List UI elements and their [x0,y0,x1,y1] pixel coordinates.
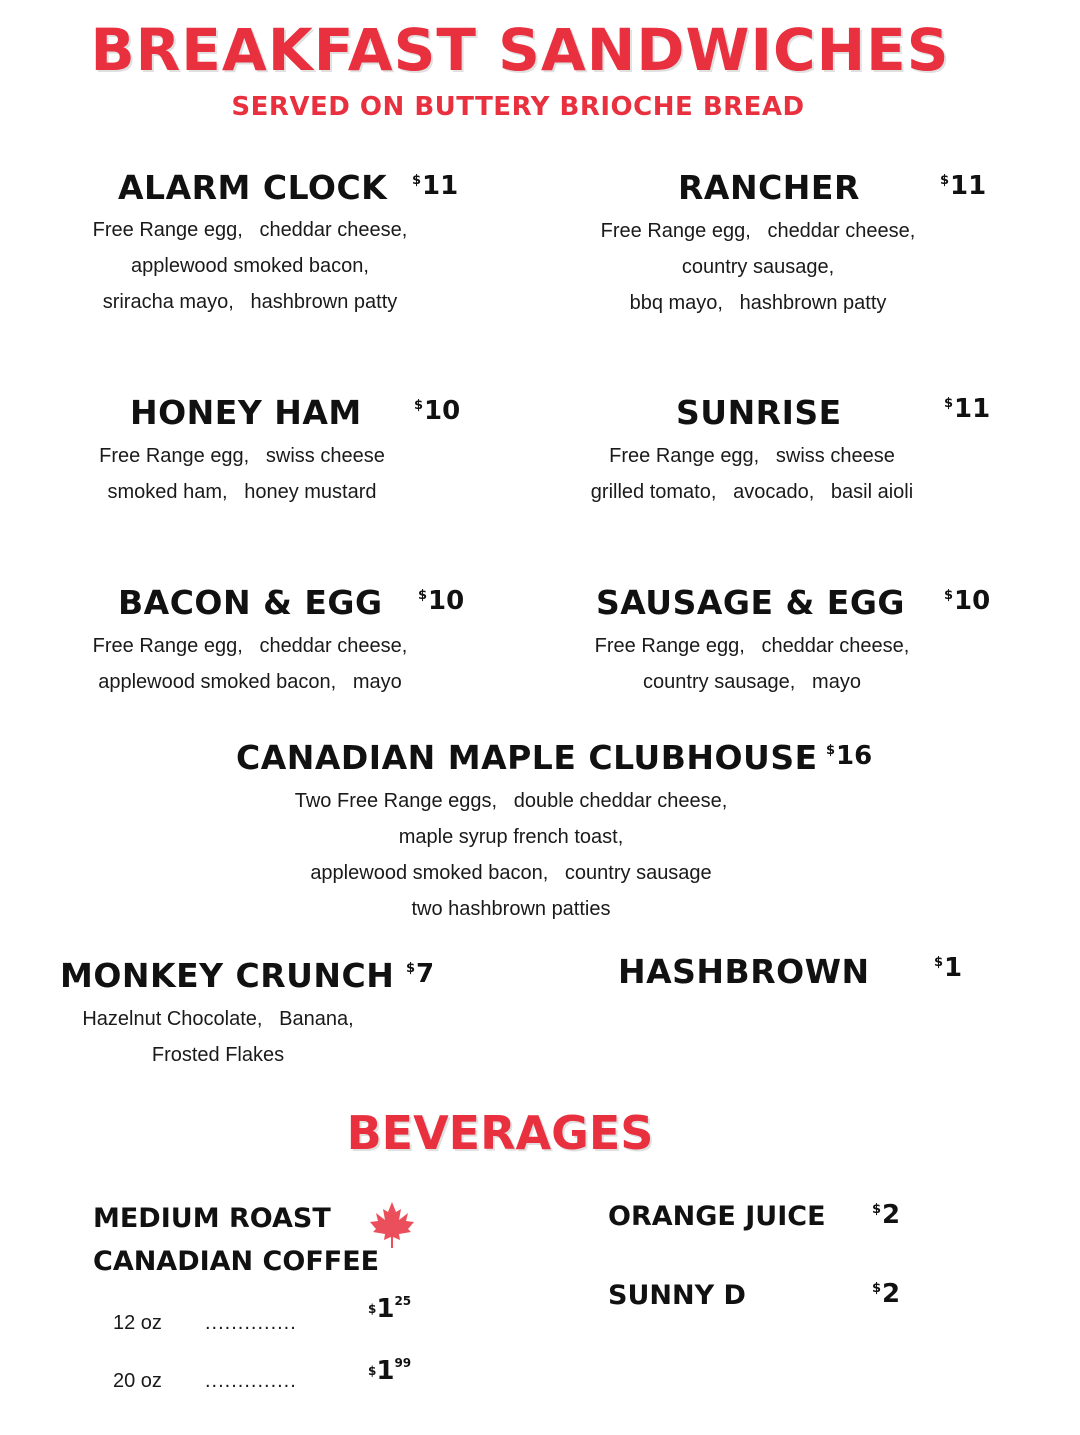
item-price-sausage-egg [944,586,990,616]
price-value: 16 [836,741,873,771]
item-price-rancher [940,171,986,201]
currency-symbol: $ [418,588,428,603]
sunny-d-price [872,1279,900,1309]
currency-symbol: $ [368,1364,377,1378]
price-value: 2 [882,1279,901,1309]
item-desc-honey-ham: Free Range egg, swiss cheese smoked ham, honey mustard [99,445,385,503]
item-name-rancher: RANCHER [678,168,860,207]
item-desc-sausage-egg: Free Range egg, cheddar cheese, country sausage, mayo [594,635,910,693]
sunny-d-name: SUNNY D [608,1280,746,1311]
price-value: 10 [428,586,465,616]
item-price-clubhouse [826,741,872,771]
coffee-size-20oz-price [368,1356,411,1386]
coffee-name-line1: MEDIUM ROAST [93,1203,331,1234]
item-name-honey-ham: HONEY HAM [130,393,362,432]
item-name-monkey-crunch: MONKEY CRUNCH [60,956,395,995]
coffee-size-12oz-dots: .............. [205,1312,297,1334]
menu-title: BREAKFAST SANDWICHES [90,16,950,84]
price-value: 11 [950,171,987,201]
currency-symbol: $ [934,955,944,970]
coffee-size-20oz-dots: .............. [205,1370,297,1392]
maple-leaf-icon [368,1200,416,1250]
price-cents: 25 [394,1294,412,1308]
item-desc-sunrise: Free Range egg, swiss cheese grilled tomato, avocado, basil aioli [590,445,914,503]
currency-symbol: $ [872,1281,882,1296]
currency-symbol: $ [414,398,424,413]
coffee-size-12oz-label: 12 oz [113,1312,162,1334]
beverages-title: BEVERAGES [346,1106,654,1160]
item-price-hashbrown [934,953,962,983]
currency-symbol: $ [940,173,950,188]
item-name-sausage-egg: SAUSAGE & EGG [596,583,905,622]
currency-symbol: $ [406,961,416,976]
currency-symbol: $ [826,743,836,758]
menu-subtitle: SERVED ON BUTTERY BRIOCHE BREAD [231,92,805,122]
item-desc-monkey-crunch: Hazelnut Chocolate, Banana, Frosted Flakes [82,1008,354,1066]
coffee-name-line2: CANADIAN COFFEE [93,1246,380,1277]
price-value: 1 [944,953,963,983]
price-dollars: 1 [376,1356,395,1386]
coffee-size-12oz-price [368,1294,411,1324]
price-value: 10 [954,586,991,616]
item-desc-clubhouse: Two Free Range eggs, double cheddar cheese, maple syrup french toast, applewood smoked bacon, country sausage two hashbrown patties [294,790,728,920]
item-name-alarm-clock: ALARM CLOCK [118,168,388,207]
currency-symbol: $ [944,588,954,603]
item-name-bacon-egg: BACON & EGG [118,583,383,622]
item-name-hashbrown: HASHBROWN [618,952,870,991]
item-name-clubhouse: CANADIAN MAPLE CLUBHOUSE [236,738,818,777]
currency-symbol: $ [368,1302,377,1316]
price-value: 10 [424,396,461,426]
item-price-honey-ham [414,396,460,426]
item-price-alarm-clock [412,171,458,201]
price-dollars: 1 [376,1294,395,1324]
price-value: 7 [416,959,435,989]
item-price-sunrise [944,394,990,424]
currency-symbol: $ [872,1202,882,1217]
currency-symbol: $ [412,173,422,188]
item-desc-bacon-egg: Free Range egg, cheddar cheese, applewood smoked bacon, mayo [92,635,408,693]
item-desc-alarm-clock: Free Range egg, cheddar cheese, applewood smoked bacon, sriracha mayo, hashbrown patty [92,219,408,313]
coffee-size-20oz-label: 20 oz [113,1370,162,1392]
orange-juice-price [872,1200,900,1230]
price-value: 11 [422,171,459,201]
item-name-sunrise: SUNRISE [676,393,842,432]
orange-juice-name: ORANGE JUICE [608,1201,826,1232]
price-value: 2 [882,1200,901,1230]
price-value: 11 [954,394,991,424]
item-desc-rancher: Free Range egg, cheddar cheese, country sausage, bbq mayo, hashbrown patty [600,220,916,314]
price-cents: 99 [394,1356,412,1370]
item-price-monkey-crunch [406,959,434,989]
currency-symbol: $ [944,396,954,411]
item-price-bacon-egg [418,586,464,616]
